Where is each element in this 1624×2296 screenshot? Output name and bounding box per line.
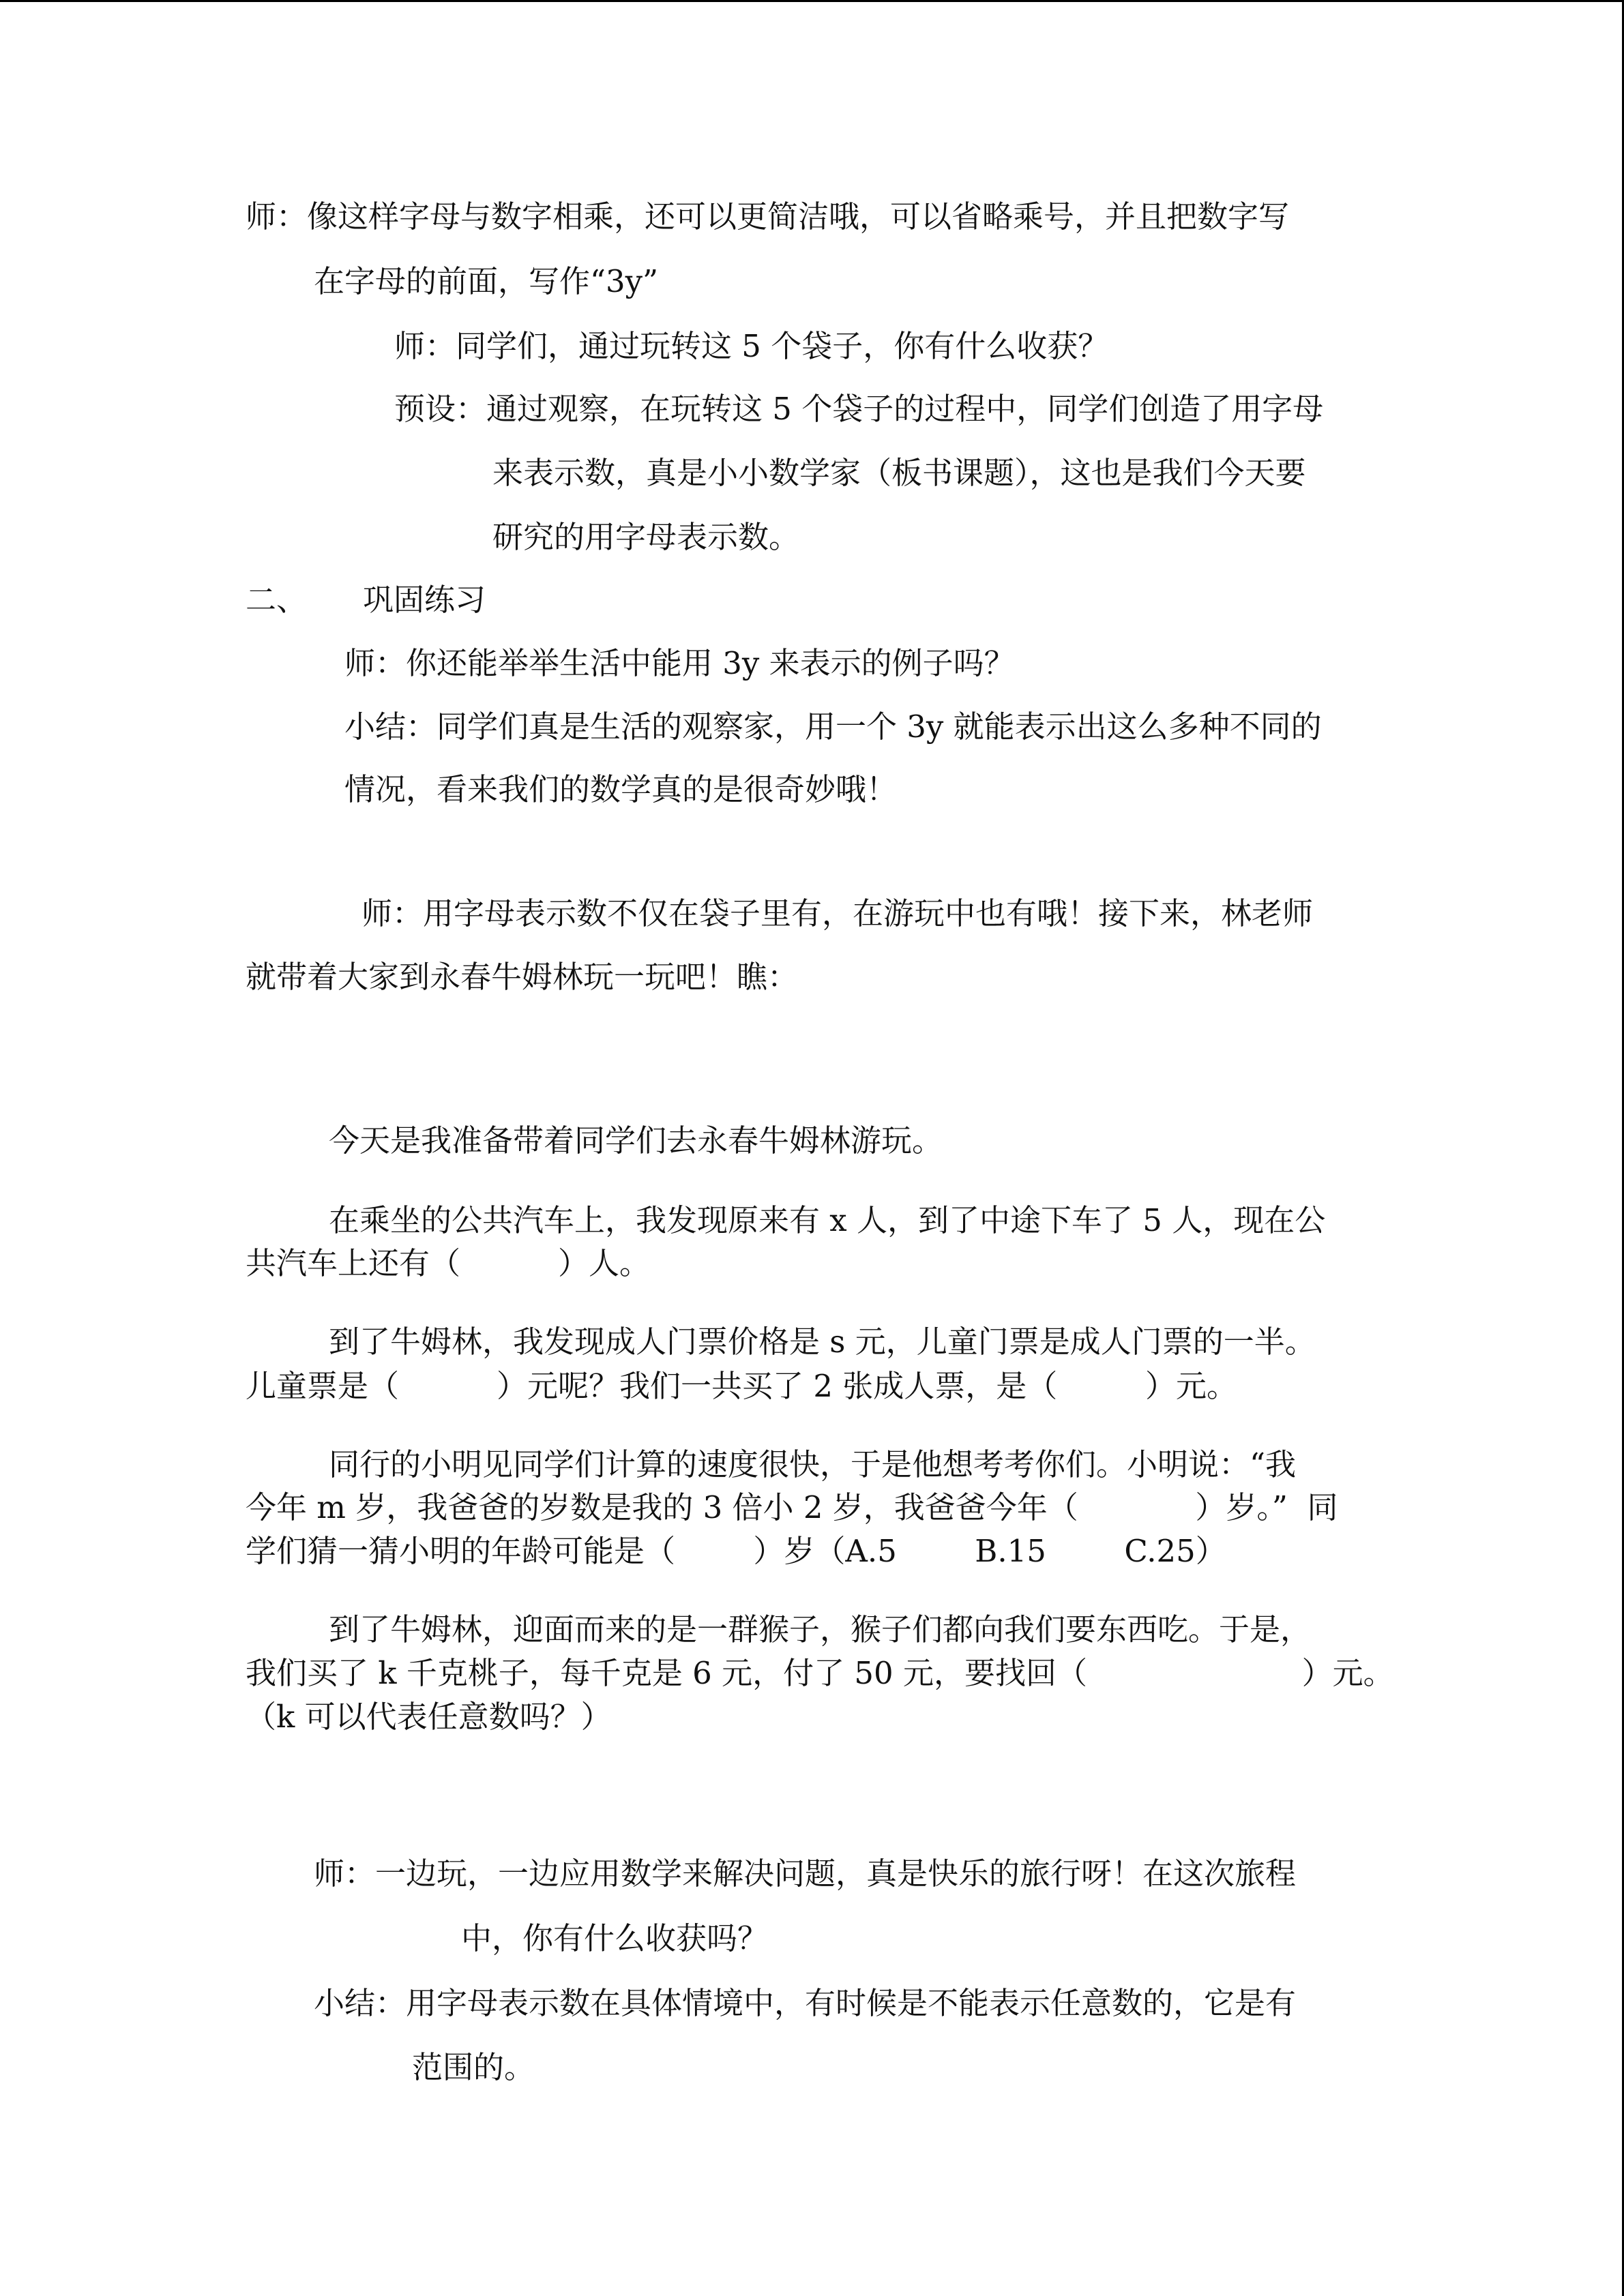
story-paragraph-4-line-2: 今年 m 岁，我爸爸的岁数是我的 3 倍小 2 岁，我爸爸今年（ ）岁。” 同 <box>246 1489 1338 1525</box>
story-paragraph-5-line-1: 到了牛姆林，迎面而来的是一群猴子，猴子们都向我们要东西吃。于是， <box>329 1611 1312 1648</box>
story-paragraph-2-line-1: 在乘坐的公共汽车上，我发现原来有 x 人，到了中途下车了 5 人，现在公 <box>329 1202 1326 1238</box>
story-paragraph-5-line-3: （k 可以代表任意数吗？） <box>246 1699 612 1735</box>
closing-teacher-line-1: 师：一边玩，一边应用数学来解决问题，真是快乐的旅行呀！在这次旅程 <box>314 1855 1297 1892</box>
teacher-question: 师：同学们，通过玩转这 5 个袋子，你有什么收获？ <box>394 328 1109 364</box>
story-paragraph-1: 今天是我准备带着同学们去永春牛姆林游玩。 <box>329 1122 943 1159</box>
story-paragraph-4-line-3: 学们猜一猜小明的年龄可能是（ ）岁（A.5 B.15 C.25） <box>246 1533 1226 1569</box>
story-paragraph-4-line-1: 同行的小明见同学们计算的速度很快，于是他想考考你们。小明说：“我 <box>329 1446 1297 1482</box>
story-paragraph-2-line-2: 共汽车上还有（ ）人。 <box>246 1245 651 1281</box>
intro-line-1: 师：用字母表示数不仅在袋子里有，在游玩中也有哦！接下来，林老师 <box>361 895 1314 931</box>
story-paragraph-3-line-1: 到了牛姆林，我发现成人门票价格是 s 元，儿童门票是成人门票的一半。 <box>329 1324 1316 1360</box>
closing-summary-line-1: 小结：用字母表示数在具体情境中，有时候是不能表示任意数的，它是有 <box>314 1985 1297 2021</box>
summary-line-2: 情况，看来我们的数学真的是很奇妙哦！ <box>344 771 898 807</box>
story-paragraph-5-line-2: 我们买了 k 千克桃子，每千克是 6 元，付了 50 元，要找回（ ）元。 <box>246 1655 1394 1691</box>
summary-line-1: 小结：同学们真是生活的观察家，用一个 3y 就能表示出这么多种不同的 <box>344 709 1322 745</box>
story-paragraph-3-line-2: 儿童票是（ ）元呢？我们一共买了 2 张成人票，是（ ）元。 <box>246 1368 1238 1404</box>
teacher-line-2: 在字母的前面，写作“3y” <box>314 263 659 299</box>
closing-summary-line-2: 范围的。 <box>412 2049 535 2085</box>
section-title: 巩固练习 <box>363 582 486 618</box>
teacher-question-2: 师：你还能举举生活中能用 3y 来表示的例子吗？ <box>344 645 1015 681</box>
section-number: 二、 <box>246 582 308 618</box>
preset-line-3: 研究的用字母表示数。 <box>492 519 800 555</box>
closing-teacher-line-2: 中，你有什么收获吗？ <box>461 1920 769 1956</box>
preset-line-2: 来表示数，真是小小数学家（板书课题），这也是我们今天要 <box>492 455 1306 491</box>
teacher-line-1: 师：像这样字母与数字相乘，还可以更简洁哦，可以省略乘号，并且把数字写 <box>246 198 1290 235</box>
intro-line-2: 就带着大家到永春牛姆林玩一玩吧！瞧： <box>246 959 799 995</box>
preset-line-1: 预设：通过观察，在玩转这 5 个袋子的过程中，同学们创造了用字母 <box>394 391 1324 427</box>
